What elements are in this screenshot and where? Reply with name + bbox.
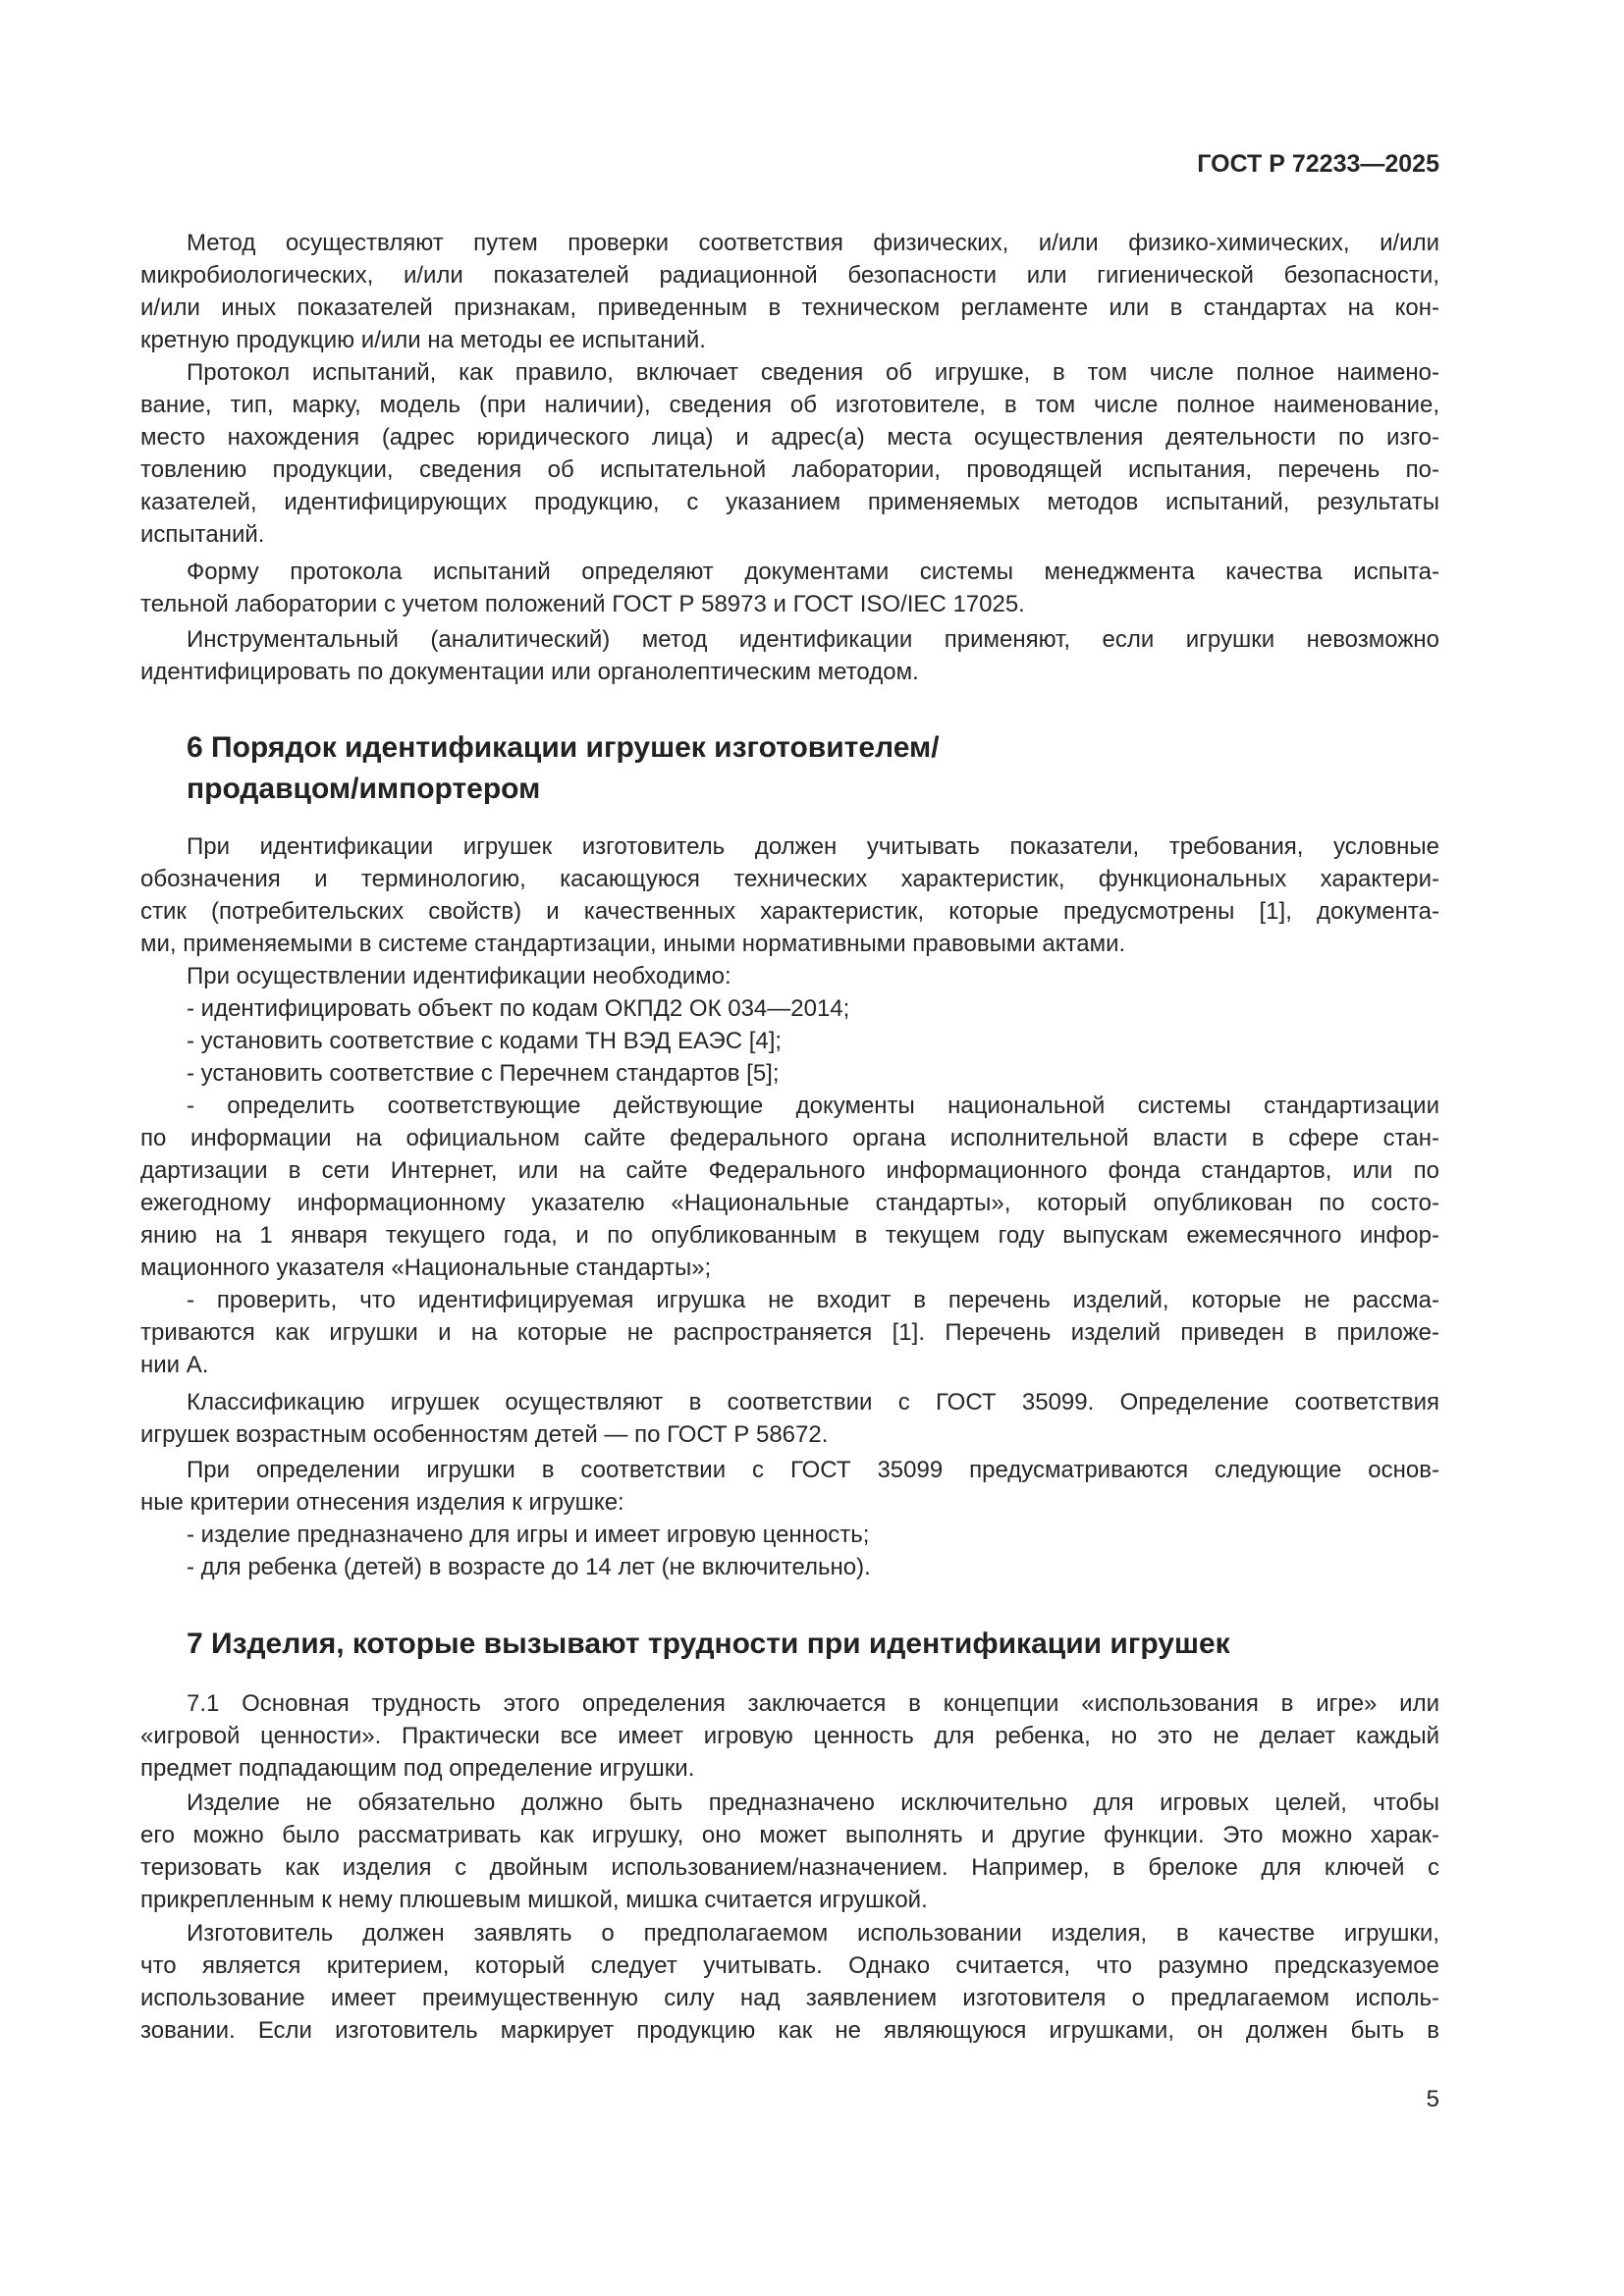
text-line: Метод осуществляют путем проверки соответствия физических, и/или физико-химических, и/или [187,230,1439,256]
text-line: При осуществлении идентификации необходимо: [187,963,731,989]
list-item [140,1090,1439,1284]
paragraph [140,1787,1439,1916]
text-line: мационного указателя «Национальные стандарты»; [140,1255,712,1281]
text-line: Протокол испытаний, как правило, включает сведения об игрушке, в том числе полное наимено- [187,359,1439,386]
heading-line: 7 Изделия, которые вызывают трудности при идентификации игрушек [187,1628,1230,1660]
text-line: - идентифицировать объект по кодам ОКПД2 ОК 034—2014; [187,995,850,1022]
text-line: игрушек возрастным особенностям детей — по ГОСТ Р 58672. [140,1421,829,1448]
text-line: 7.1 Основная трудность этого определения заключается в концепции «использования в игре» или [187,1690,1439,1717]
list-item [140,992,1439,1025]
section-6-heading [187,727,940,810]
document-id-header: ГОСТ Р 72233—2025 [1197,150,1439,178]
section-7-heading [187,1624,1230,1665]
text-line: Форму протокола испытаний определяют документами системы менеджмента качества испыта- [187,559,1439,585]
text-line: тельной лаборатории с учетом положений ГОСТ Р 58973 и ГОСТ ISO/IEC 17025. [140,591,1025,617]
text-line: дартизации в сети Интернет, или на сайте Федерального информационного фонда стандартов, или по [140,1157,1439,1184]
list-item [140,1057,1439,1090]
text-line: ежегодному информационному указателю «Национальные стандарты», который опубликован по состо- [140,1190,1439,1216]
text-line: нии А. [140,1352,209,1378]
text-line: стик (потребительских свойств) и качественных характеристик, которые предусмотрены [1], документа- [140,898,1439,925]
text-line: микробиологических, и/или показателей радиационной безопасности или гигиенической безопасности, [140,262,1439,289]
text-line: При определении игрушки в соответствии с ГОСТ 35099 предусматриваются следующие основ- [187,1457,1439,1483]
list-item [140,1284,1439,1381]
text-line: его можно было рассматривать как игрушку, оно может выполнять и другие функции. Это можно харак- [140,1822,1439,1848]
paragraph [140,1687,1439,1785]
text-line: идентифицировать по документации или органолептическим методом. [140,659,919,685]
text-line: Инструментальный (аналитический) метод идентификации применяют, если игрушки невозможно [187,626,1439,653]
heading-line: продавцом/импортером [187,773,541,805]
text-line: по информации на официальном сайте федерального органа исполнительной власти в сфере стан- [140,1125,1439,1151]
text-line: что является критерием, который следует учитывать. Однако считается, что разумно предсказуемое [140,1952,1439,1979]
paragraph [140,556,1439,620]
text-line: триваются как игрушки и на которые не распространяется [1]. Перечень изделий приведен в приложе- [140,1319,1439,1346]
text-line: место нахождения (адрес юридического лица) и адрес(а) места осуществления деятельности по изго- [140,424,1439,451]
text-line: кретную продукцию и/или на методы ее испытаний. [140,327,706,353]
text-line: - определить соответствующие действующие документы национальной системы стандартизации [187,1093,1439,1119]
text-line: «игровой ценности». Практически все имеет игровую ценность для ребенка, но это не делает каждый [140,1723,1439,1749]
text-line: испытаний. [140,521,265,548]
text-line: предмет подпадающим под определение игрушки. [140,1755,695,1782]
text-line: и/или иных показателей признакам, приведенным в техническом регламенте или в стандартах на кон- [140,294,1439,321]
paragraph [140,1917,1439,2047]
text-line: ми, применяемыми в системе стандартизации, иными нормативными правовыми актами. [140,931,1126,957]
paragraph [140,1386,1439,1451]
text-line: - установить соответствие с Перечнем стандартов [5]; [187,1060,780,1087]
paragraph [140,623,1439,688]
paragraph [140,356,1439,551]
text-line: - проверить, что идентифицируемая игрушка не входит в перечень изделий, которые не рассма- [187,1287,1439,1313]
text-line: При идентификации игрушек изготовитель должен учитывать показатели, требования, условные [187,833,1439,860]
list-item [140,1025,1439,1057]
paragraph [140,960,1439,992]
text-line: товлению продукции, сведения об испытательной лаборатории, проводящей испытания, перечень по- [140,456,1439,483]
heading-line: 6 Порядок идентификации игрушек изготовителем/ [187,731,940,764]
text-line: прикрепленным к нему плюшевым мишкой, мишка считается игрушкой. [140,1887,928,1913]
paragraph [140,227,1439,356]
paragraph [140,830,1439,960]
paragraph [140,1454,1439,1519]
text-line: использование имеет преимущественную силу над заявлением изготовителя о предлагаемом исполь- [140,1985,1439,2011]
text-line: вание, тип, марку, модель (при наличии), сведения об изготовителе, в том числе полное наименование, [140,392,1439,418]
text-line: - установить соответствие с кодами ТН ВЭД ЕАЭС [4]; [187,1028,783,1054]
text-line: Изготовитель должен заявлять о предполагаемом использовании изделия, в качестве игрушки, [187,1920,1439,1947]
text-line: зовании. Если изготовитель маркирует продукцию как не являющуюся игрушками, он должен быть в [140,2017,1439,2044]
text-line: янию на 1 января текущего года, и по опубликованным в текущем году выпускам ежемесячного инфор- [140,1222,1439,1249]
list-item [140,1519,1439,1551]
text-line: ные критерии отнесения изделия к игрушке: [140,1489,624,1516]
text-line: казателей, идентифицирующих продукцию, с указанием применяемых методов испытаний, результаты [140,489,1439,515]
text-line: Классификацию игрушек осуществляют в соответствии с ГОСТ 35099. Определение соответствия [187,1389,1439,1415]
text-line: теризовать как изделия с двойным использованием/назначением. Например, в брелоке для ключей с [140,1854,1439,1881]
text-line: - для ребенка (детей) в возрасте до 14 лет (не включительно). [187,1554,871,1580]
list-item [140,1551,1439,1583]
text-line: обозначения и терминологию, касающуюся технических характеристик, функциональных характери- [140,866,1439,892]
page-number: 5 [1426,2086,1439,2112]
text-line: - изделие предназначено для игры и имеет игровую ценность; [187,1522,870,1548]
text-line: Изделие не обязательно должно быть предназначено исключительно для игровых целей, чтобы [187,1789,1439,1816]
